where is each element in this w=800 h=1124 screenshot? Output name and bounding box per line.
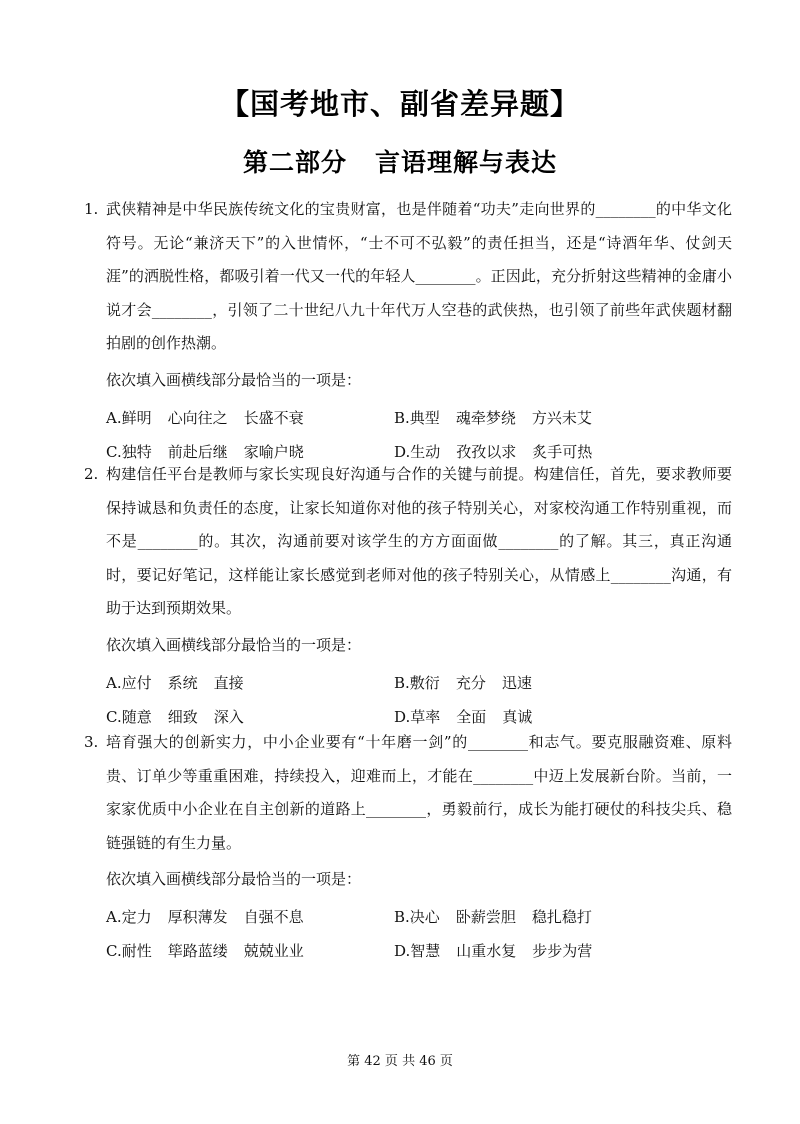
option-c[interactable]: C.独特 前赴后继 家喻户晓 (106, 442, 304, 461)
section-part: 第二部分 (242, 148, 347, 177)
question-prompt: 依次填入画横线部分最恰当的一项是： (106, 635, 362, 654)
option-b[interactable]: B.决心 卧薪尝胆 稳扎稳打 (394, 908, 592, 926)
option-d[interactable]: D.草率 全面 真诚 (394, 707, 533, 726)
option-a[interactable]: A.应付 系统 直接 (106, 673, 244, 692)
option-c[interactable]: C.耐性 筚路蓝缕 兢兢业业 (106, 942, 304, 960)
question-prompt: 依次填入画横线部分最恰当的一项是： (106, 870, 362, 888)
question-prompt: 依次填入画横线部分最恰当的一项是： (106, 370, 362, 389)
option-d[interactable]: D.智慧 山重水复 步步为营 (394, 942, 593, 960)
question-stem: 武侠精神是中华民族传统文化的宝贵财富，也是伴随着“功夫”走向世界的________的中华文化符号。无论“兼济天下”的入世情怀，“士不可不弘毅”的责任担当，还是“诗酒年华、仗剑天涯”的洒脱性格，都吸引着一代又一代的年轻人________。正因此，充分折射这些精神的金庸小说才会________，引领了二十世纪八九十年代万人空巷的武侠热，也引领了前些年武侠题材翻拍剧的创作热潮。 (106, 200, 732, 352)
question-number: 1. (84, 200, 99, 218)
option-a[interactable]: A.定力 厚积薄发 自强不息 (106, 908, 304, 926)
option-b[interactable]: B.典型 魂牵梦绕 方兴未艾 (394, 408, 592, 427)
question-2 (84, 458, 732, 734)
page-footer: 第 42 页 共 46 页 (347, 1054, 453, 1069)
question-number: 3. (84, 733, 99, 751)
question-stem: 构建信任平台是教师与家长实现良好沟通与合作的关键与前提。构建信任，首先，要求教师要保持诚恳和负责任的态度，让家长知道你对他的孩子特别关心，对家校沟通工作特别重视，而不是________的。其次，沟通前要对该学生的方方面面做________的了解。其三，真正沟通时，要记好笔记，这样能让家长感觉到老师对他的孩子特别关心，从情感上________沟通，有助于达到预期效果。 (106, 465, 732, 617)
option-b[interactable]: B.敷衍 充分 迅速 (394, 673, 532, 692)
options-list (106, 900, 732, 968)
options-list (106, 666, 732, 734)
question-1 (84, 193, 732, 469)
option-a[interactable]: A.鲜明 心向往之 长盛不衰 (106, 408, 304, 427)
question-number: 2. (84, 465, 99, 483)
question-stem: 培育强大的创新实力，中小企业要有“十年磨一剑”的________和志气。要克服融资难、原料贵、订单少等重重困难，持续投入，迎难而上，才能在________中迈上发展新台阶。当前，一家家优质中小企业在自主创新的道路上________，勇毅前行，成长为能打硬仗的科技尖兵、稳链强链的有生力量。 (106, 733, 732, 852)
question-3 (84, 726, 732, 968)
option-d[interactable]: D.生动 孜孜以求 炙手可热 (394, 442, 593, 461)
option-c[interactable]: C.随意 细致 深入 (106, 707, 244, 726)
section-name: 言语理解与表达 (375, 148, 558, 177)
page-title: 【国考地市、副省差异题】 (219, 87, 580, 121)
section-heading (0, 143, 800, 179)
